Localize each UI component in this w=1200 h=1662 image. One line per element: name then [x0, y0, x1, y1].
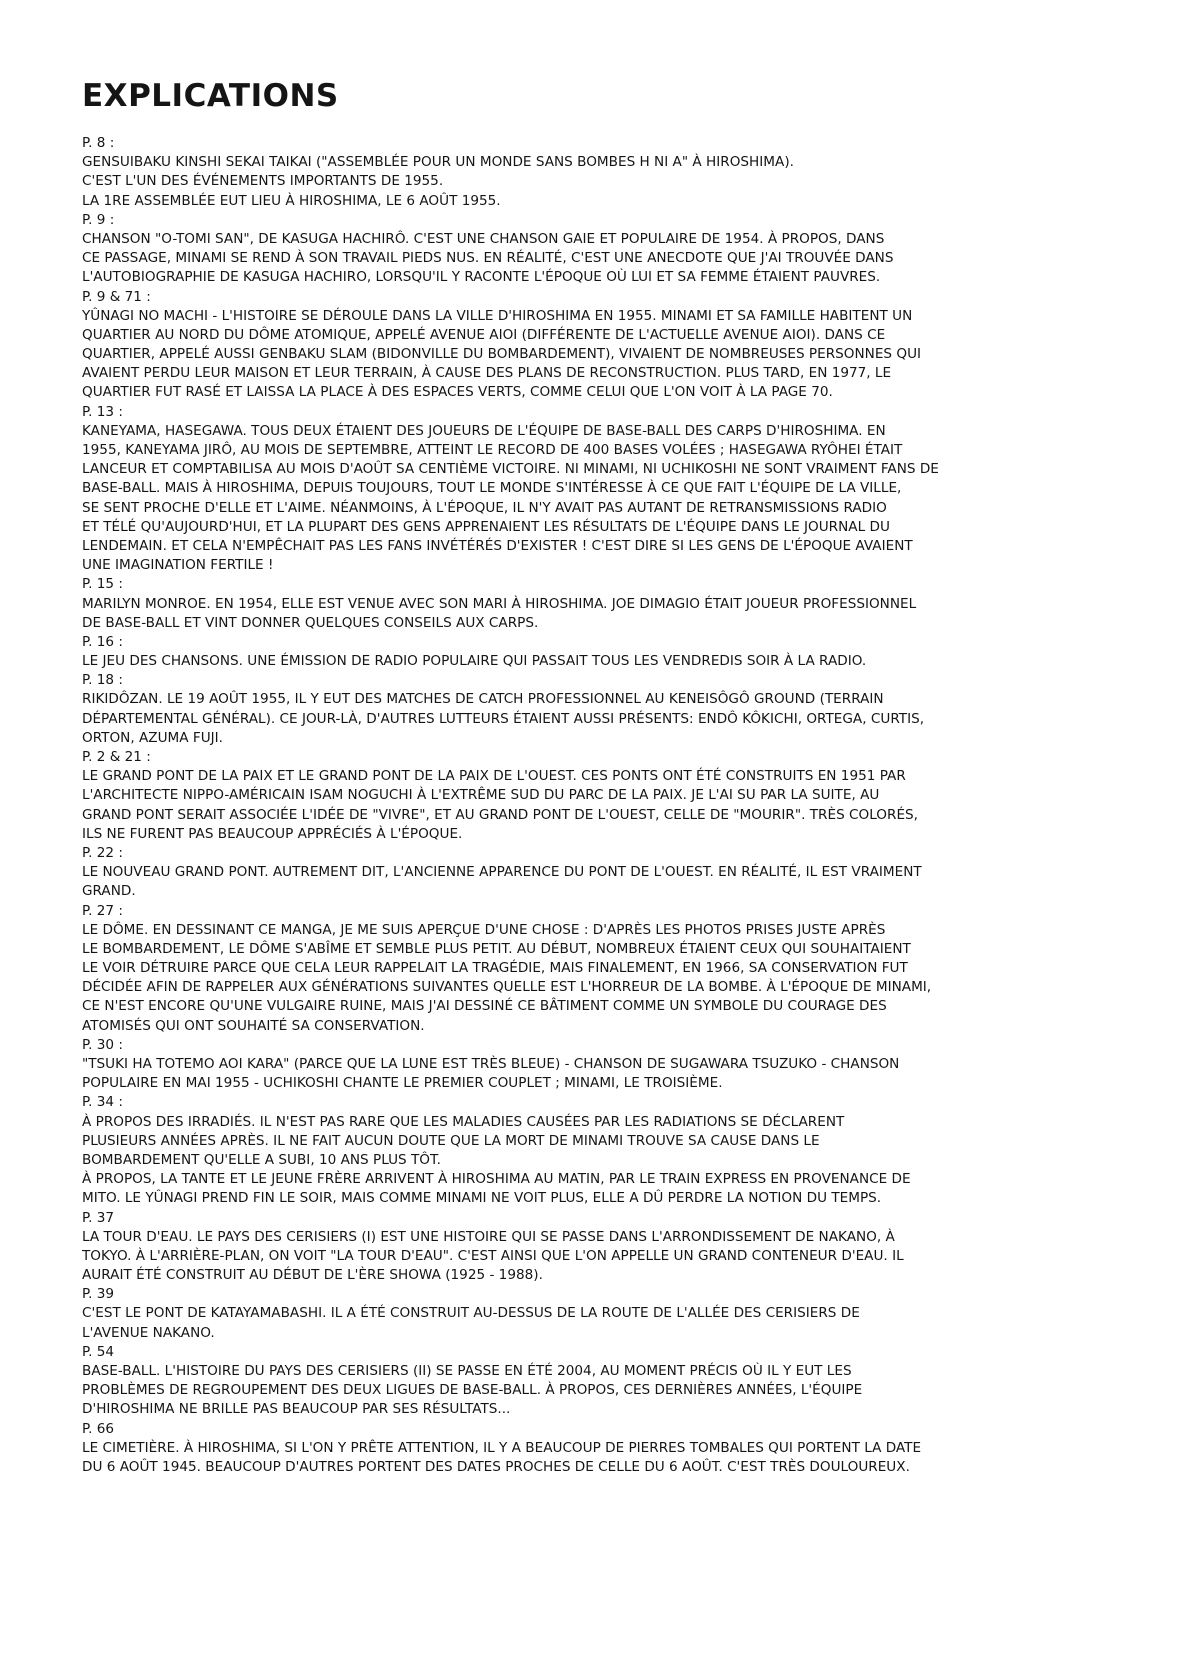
explanation-text-line: LE BOMBARDEMENT, LE DÔME S'ABÎME ET SEMBLE PLUS PETIT. AU DÉBUT, NOMBREUX ÉTAIENT CEUX QUI SOUHAITAIENT: [82, 940, 911, 957]
explanation-text-line: CHANSON "O-TOMI SAN", DE KASUGA HACHIRÔ. C'EST UNE CHANSON GAIE ET POPULAIRE DE 1954. À PROPOS, DANS: [82, 230, 885, 247]
explanation-text-line: AVAIENT PERDU LEUR MAISON ET LEUR TERRAIN, À CAUSE DES PLANS DE RECONSTRUCTION. PLUS TARD, EN 1977, LE: [82, 365, 892, 382]
explanation-text-line: 1955, KANEYAMA JIRÔ, AU MOIS DE SEPTEMBRE, ATTEINT LE RECORD DE 400 BASES VOLÉES ; HASEGAWA RYÔHEI ÉTAIT: [82, 442, 903, 458]
explanation-text-line: LANCEUR ET COMPTABILISA AU MOIS D'AOÛT SA CENTIÈME VICTOIRE. NI MINAMI, NI UCHIKOSHI NE SONT VRAIMENT FANS DE: [82, 461, 939, 478]
page-title: EXPLICATIONS: [82, 78, 339, 114]
explanation-text-line: LE JEU DES CHANSONS. UNE ÉMISSION DE RADIO POPULAIRE QUI PASSAIT TOUS LES VENDREDIS SOIR À LA RADIO.: [82, 653, 867, 670]
page-reference: P. 8 :: [82, 135, 115, 151]
explanation-text-line: DÉPARTEMENTAL GÉNÉRAL). CE JOUR-LÀ, D'AUTRES LUTTEURS ÉTAIENT AUSSI PRÉSENTS: ENDÔ KÔKICHI, ORTEGA, CURTIS,: [82, 710, 925, 727]
explanation-text-line: CE PASSAGE, MINAMI SE REND À SON TRAVAIL PIEDS NUS. EN RÉALITÉ, C'EST UNE ANECDOTE QUE J'AI TROUVÉE DANS: [82, 250, 894, 267]
explanation-text-line: DÉCIDÉE AFIN DE RAPPELER AUX GÉNÉRATIONS SUIVANTES QUELLE EST L'HORREUR DE LA BOMBE. À L'ÉPOQUE DE MINAMI,: [82, 979, 932, 996]
explanation-text-line: LENDEMAIN. ET CELA N'EMPÊCHAIT PAS LES FANS INVÉTÉRÉS D'EXISTER ! C'EST DIRE SI LES GENS DE L'ÉPOQUE AVAIENT: [82, 537, 913, 554]
page-reference: P. 34 :: [82, 1094, 123, 1111]
explanation-text-line: À PROPOS DES IRRADIÉS. IL N'EST PAS RARE QUE LES MALADIES CAUSÉES PAR LES RADIATIONS SE DÉCLARENT: [82, 1113, 845, 1130]
explanation-text-line: D'HIROSHIMA NE BRILLE PAS BEAUCOUP PAR SES RÉSULTATS...: [82, 1401, 511, 1418]
explanation-text-line: POPULAIRE EN MAI 1955 - UCHIKOSHI CHANTE LE PREMIER COUPLET ; MINAMI, LE TROISIÈME.: [82, 1075, 723, 1092]
explanation-text-line: DU 6 AOÛT 1945. BEAUCOUP D'AUTRES PORTENT DES DATES PROCHES DE CELLE DU 6 AOÛT. C'EST TRÈS DOULOUREUX.: [82, 1458, 910, 1475]
explanation-text-line: L'AVENUE NAKANO.: [82, 1324, 215, 1341]
explanation-entry: [82, 288, 1122, 403]
explanation-entry: [82, 671, 1122, 748]
explanation-text-line: DE BASE-BALL ET VINT DONNER QUELQUES CONSEILS AUX CARPS.: [82, 614, 539, 631]
page-reference: P. 2 & 21 :: [82, 749, 151, 765]
explanation-text-line: L'AUTOBIOGRAPHIE DE KASUGA HACHIRO, LORSQU'IL Y RACONTE L'ÉPOQUE OÙ LUI ET SA FEMME ÉTAIENT PAUVRES.: [82, 269, 881, 286]
page-reference: P. 30 :: [82, 1036, 123, 1053]
explanation-text-line: QUARTIER, APPELÉ AUSSI GENBAKU SLAM (BIDONVILLE DU BOMBARDEMENT), VIVAIENT DE NOMBREUSES PERSONNES QUI: [82, 346, 922, 363]
page-reference: P. 16 :: [82, 633, 123, 650]
page-reference: P. 27 :: [82, 902, 123, 919]
page-reference: P. 66: [82, 1420, 115, 1437]
page-reference: P. 39: [82, 1286, 115, 1303]
explanation-text-line: LE NOUVEAU GRAND PONT. AUTREMENT DIT, L'ANCIENNE APPARENCE DU PONT DE L'OUEST. EN RÉALITÉ, IL EST VRAIMENT: [82, 864, 922, 881]
page-reference: P. 13 :: [82, 403, 123, 420]
explanation-text-line: GRAND PONT SERAIT ASSOCIÉE L'IDÉE DE "VIVRE", ET AU GRAND PONT DE L'OUEST, CELLE DE "MOURIR". TRÈS COLORÉS,: [82, 806, 918, 823]
explanation-text-line: LE VOIR DÉTRUIRE PARCE QUE CELA LEUR RAPPELAIT LA TRAGÉDIE, MAIS FINALEMENT, EN 1966, SA CONSERVATION FUT: [82, 960, 908, 977]
explanation-text-line: SE SENT PROCHE D'ELLE ET L'AIME. NÉANMOINS, À L'ÉPOQUE, IL N'Y AVAIT PAS AUTANT DE RETRANSMISSIONS RADIO: [82, 499, 887, 516]
explanation-entry: [82, 1343, 1122, 1420]
page-reference: P. 54: [82, 1343, 115, 1360]
explanation-text-line: C'EST LE PONT DE KATAYAMABASHI. IL A ÉTÉ CONSTRUIT AU-DESSUS DE LA ROUTE DE L'ALLÉE DES CERISIERS DE: [82, 1305, 860, 1322]
explanation-entry: [82, 1420, 1122, 1478]
explanation-text-line: LE DÔME. EN DESSINANT CE MANGA, JE ME SUIS APERÇUE D'UNE CHOSE : D'APRÈS LES PHOTOS PRISES JUSTE APRÈS: [82, 921, 886, 938]
explanation-entry: [82, 1036, 1122, 1094]
explanation-text-line: MARILYN MONROE. EN 1954, ELLE EST VENUE AVEC SON MARI À HIROSHIMA. JOE DIMAGIO ÉTAIT JOUEUR PROFESSIONNEL: [82, 595, 917, 612]
page-reference: P. 15 :: [82, 576, 123, 593]
explanation-text-line: BOMBARDEMENT QU'ELLE A SUBI, 10 ANS PLUS TÔT.: [82, 1151, 442, 1168]
explanation-text-line: YÛNAGI NO MACHI - L'HISTOIRE SE DÉROULE DANS LA VILLE D'HIROSHIMA EN 1955. MINAMI ET SA FAMILLE HABITENT UN: [82, 307, 913, 324]
page-reference: P. 18 :: [82, 672, 123, 689]
explanation-text-line: GRAND.: [82, 883, 136, 900]
explanation-entry: [82, 748, 1122, 844]
explanation-entry: [82, 844, 1122, 902]
explanation-text-line: BASE-BALL. MAIS À HIROSHIMA, DEPUIS TOUJOURS, TOUT LE MONDE S'INTÉRESSE À CE QUE FAIT L'ÉQUIPE DE LA VILLE,: [82, 480, 902, 497]
explanation-entry: [82, 1285, 1122, 1343]
explanation-text-line: LE GRAND PONT DE LA PAIX ET LE GRAND PONT DE LA PAIX DE L'OUEST. CES PONTS ONT ÉTÉ CONSTRUITS EN 1951 PAR: [82, 768, 906, 785]
explanation-text-line: TOKYO. À L'ARRIÈRE-PLAN, ON VOIT "LA TOUR D'EAU". C'EST AINSI QUE L'ON APPELLE UN GRAND CONTENEUR D'EAU. IL: [82, 1247, 904, 1264]
explanation-text-line: MITO. LE YÛNAGI PREND FIN LE SOIR, MAIS COMME MINAMI NE VOIT PLUS, ELLE A DÛ PERDRE LA NOTION DU TEMPS.: [82, 1190, 882, 1207]
explanation-text-line: LA 1RE ASSEMBLÉE EUT LIEU À HIROSHIMA, LE 6 AOÛT 1955.: [82, 192, 501, 209]
explanation-entry: [82, 403, 1122, 576]
explanation-text-line: CE N'EST ENCORE QU'UNE VULGAIRE RUINE, MAIS J'AI DESSINÉ CE BÂTIMENT COMME UN SYMBOLE DU COURAGE DES: [82, 998, 887, 1015]
explanation-text-line: QUARTIER AU NORD DU DÔME ATOMIQUE, APPELÉ AVENUE AIOI (DIFFÉRENTE DE L'ACTUELLE AVENUE AIOI). DANS CE: [82, 326, 886, 343]
explanation-text-line: UNE IMAGINATION FERTILE !: [82, 557, 274, 574]
explanation-text-line: GENSUIBAKU KINSHI SEKAI TAIKAI ("ASSEMBLÉE POUR UN MONDE SANS BOMBES H NI A" À HIROSHIMA).: [82, 154, 794, 171]
explanation-text-line: À PROPOS, LA TANTE ET LE JEUNE FRÈRE ARRIVENT À HIROSHIMA AU MATIN, PAR LE TRAIN EXPRESS EN PROVENANCE DE: [82, 1171, 911, 1188]
explanation-text-line: ORTON, AZUMA FUJI.: [82, 729, 223, 746]
explanation-text-line: QUARTIER FUT RASÉ ET LAISSA LA PLACE À DES ESPACES VERTS, COMME CELUI QUE L'ON VOIT À LA PAGE 70.: [82, 384, 833, 401]
explanation-entry: [82, 211, 1122, 288]
explanation-text-line: PLUSIEURS ANNÉES APRÈS. IL NE FAIT AUCUN DOUTE QUE LA MORT DE MINAMI TROUVE SA CAUSE DANS LE: [82, 1132, 820, 1149]
explanation-entry: [82, 633, 1122, 671]
explanation-text-line: ET TÉLÉ QU'AUJOURD'HUI, ET LA PLUPART DES GENS APPRENAIENT LES RÉSULTATS DE L'ÉQUIPE DANS LE JOURNAL DU: [82, 518, 890, 535]
page-reference: P. 9 :: [82, 211, 115, 228]
explanation-text-line: ILS NE FURENT PAS BEAUCOUP APPRÉCIÉS À L'ÉPOQUE.: [82, 825, 463, 842]
page-reference: P. 9 & 71 :: [82, 288, 151, 305]
explanation-text-line: KANEYAMA, HASEGAWA. TOUS DEUX ÉTAIENT DES JOUEURS DE L'ÉQUIPE DE BASE-BALL DES CARPS D'HIROSHIMA. EN: [82, 422, 886, 439]
explanation-text-line: C'EST L'UN DES ÉVÉNEMENTS IMPORTANTS DE 1955.: [82, 173, 444, 190]
explanation-text-line: BASE-BALL. L'HISTOIRE DU PAYS DES CERISIERS (II) SE PASSE EN ÉTÉ 2004, AU MOMENT PRÉCIS OÙ IL Y EUT LES: [82, 1363, 852, 1379]
explanation-text-line: ATOMISÉS QUI ONT SOUHAITÉ SA CONSERVATION.: [82, 1017, 425, 1034]
explanation-text-line: RIKIDÔZAN. LE 19 AOÛT 1955, IL Y EUT DES MATCHES DE CATCH PROFESSIONNEL AU KENEISÔGÔ GROUND (TERRAIN: [82, 691, 884, 708]
explanation-entry: [82, 1209, 1122, 1286]
explanation-entry: [82, 902, 1122, 1036]
explanation-text-line: LE CIMETIÈRE. À HIROSHIMA, SI L'ON Y PRÊTE ATTENTION, IL Y A BEAUCOUP DE PIERRES TOMBALES QUI PORTENT LA DATE: [82, 1439, 922, 1456]
explanation-text-line: AURAIT ÉTÉ CONSTRUIT AU DÉBUT DE L'ÈRE SHOWA (1925 - 1988).: [82, 1267, 543, 1284]
explanations-page: [82, 78, 1122, 1477]
explanation-text-line: PROBLÈMES DE REGROUPEMENT DES DEUX LIGUES DE BASE-BALL. À PROPOS, CES DERNIÈRES ANNÉES, L'ÉQUIPE: [82, 1382, 863, 1399]
explanation-text-line: LA TOUR D'EAU. LE PAYS DES CERISIERS (I) EST UNE HISTOIRE QUI SE PASSE DANS L'ARRONDISSEMENT DE NAKANO, À: [82, 1228, 895, 1245]
page-reference: P. 37: [82, 1209, 115, 1226]
explanation-entry: [82, 1093, 1122, 1208]
explanation-entry: [82, 134, 1122, 211]
explanation-entry: [82, 575, 1122, 633]
entries-list: [82, 134, 1122, 1477]
explanation-text-line: "TSUKI HA TOTEMO AOI KARA" (PARCE QUE LA LUNE EST TRÈS BLEUE) - CHANSON DE SUGAWARA TSUZUKO - CHANSON: [82, 1056, 900, 1072]
page-reference: P. 22 :: [82, 844, 123, 861]
explanation-text-line: L'ARCHITECTE NIPPO-AMÉRICAIN ISAM NOGUCHI À L'EXTRÊME SUD DU PARC DE LA PAIX. JE L'AI SU PAR LA SUITE, AU: [82, 787, 880, 804]
